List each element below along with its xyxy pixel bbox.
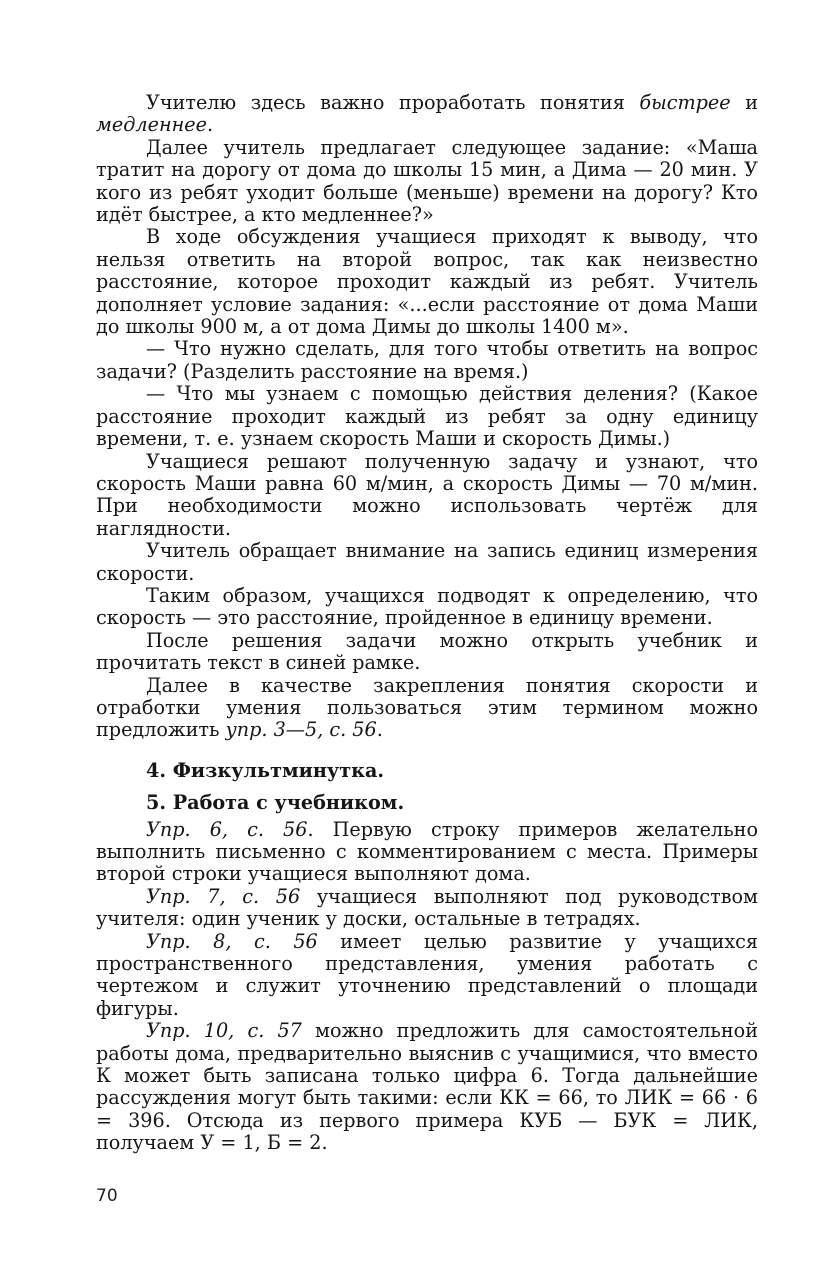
text-run: и bbox=[730, 91, 758, 114]
text-run: Таким образом, учащихся подводят к определению, что скорость — это расстояние, пройденное в единицу времени. bbox=[96, 583, 758, 630]
paragraph bbox=[96, 1020, 758, 1154]
paragraph bbox=[96, 137, 758, 227]
text-run: В ходе обсуждения учащиеся приходят к выводу, что нельзя ответить на второй вопрос, так как неизвестно расстояние, которое проходит каждый из ребят. Учитель дополняет условие задания: «...если расстояние от дома Маши до школы 900 м, а от дома Димы до школы 1400 м». bbox=[96, 225, 758, 339]
section-heading-physical-break: 4. Физкультминутка. bbox=[146, 758, 385, 782]
body-text-part-1 bbox=[96, 92, 758, 742]
paragraph bbox=[96, 585, 758, 630]
text-run: Учителю здесь важно проработать понятия bbox=[146, 91, 640, 114]
text-run: . Первую строку примеров желательно выполнить письменно с комментированием с места. Примеры второй строки учащиеся выполняют дома. bbox=[96, 817, 758, 886]
body-text-part-2 bbox=[96, 819, 758, 1155]
text-run: имеет целью развитие у учащихся пространственного представления, умения работать с чертежом и служит уточнению представлений о площади фигуры. bbox=[96, 929, 758, 1020]
text-run: Учащиеся решают полученную задачу и узнают, что скорость Маши равна 60 м/мин, а скорость Димы — 70 м/мин. При необходимости можно использовать чертёж для наглядности. bbox=[96, 449, 758, 540]
text-run: — Что мы узнаем с помощью действия деления? (Какое расстояние проходит каждый из ребят за одну единицу времени, т. е. узнаем скорость Маши и скорость Димы.) bbox=[96, 382, 758, 451]
italic-text: упр. 3—5, с. 56 bbox=[225, 718, 377, 742]
italic-text: Упр. 6, с. 56 bbox=[146, 817, 308, 841]
italic-text: быстрее bbox=[639, 91, 731, 114]
italic-text: Упр. 10, с. 57 bbox=[146, 1019, 302, 1043]
italic-text: медленнее bbox=[96, 113, 207, 137]
paragraph bbox=[96, 226, 758, 338]
document-page bbox=[96, 92, 758, 1155]
italic-text: Упр. 8, с. 56 bbox=[146, 929, 318, 953]
paragraph bbox=[96, 451, 758, 541]
paragraph bbox=[96, 886, 758, 931]
paragraph bbox=[96, 540, 758, 585]
text-run: После решения задачи можно открыть учебник и прочитать текст в синей рамке. bbox=[96, 628, 758, 675]
text-run: Учитель обращает внимание на запись единиц измерения скорости. bbox=[96, 539, 758, 585]
text-run: можно предложить для самостоятельной работы дома, предварительно выяснив с учащимися, что вместо К может быть записана только цифра 6. Тогда дальнейшие рассуждения могут быть такими: если КК = 66, то ЛИК = 66 · 6 = 396. Отсюда из первого примера КУБ — БУК = ЛИК, получаем У = 1, Б = 2. bbox=[96, 1019, 758, 1155]
page-number: 70 bbox=[96, 1186, 118, 1206]
paragraph bbox=[96, 92, 758, 137]
paragraph bbox=[96, 630, 758, 675]
paragraph bbox=[96, 383, 758, 450]
text-run: . bbox=[206, 113, 214, 137]
paragraph bbox=[96, 338, 758, 383]
text-run: Далее учитель предлагает следующее задание: «Маша тратит на дорогу от дома до школы 15 мин, а Дима — 20 мин. У кого из ребят уходит больше (меньше) времени на дорогу? Кто идёт быстрее, а кто медленнее?» bbox=[96, 135, 758, 227]
text-run: учащиеся выполняют под руководством учителя: один ученик у доски, остальные в тетрадях. bbox=[96, 884, 758, 931]
paragraph bbox=[96, 819, 758, 886]
paragraph bbox=[96, 931, 758, 1021]
text-run: — Что нужно сделать, для того чтобы ответить на вопрос задачи? (Разделить расстояние на время.) bbox=[96, 337, 758, 383]
text-run: . bbox=[376, 718, 383, 742]
section-heading-textbook-work: 5. Работа с учебником. bbox=[146, 791, 405, 815]
text-run: Далее в качестве закрепления понятия скорости и отработки умения пользоваться этим термином можно предложить bbox=[96, 673, 758, 742]
italic-text: Упр. 7, с. 56 bbox=[146, 884, 301, 908]
paragraph bbox=[96, 675, 758, 742]
